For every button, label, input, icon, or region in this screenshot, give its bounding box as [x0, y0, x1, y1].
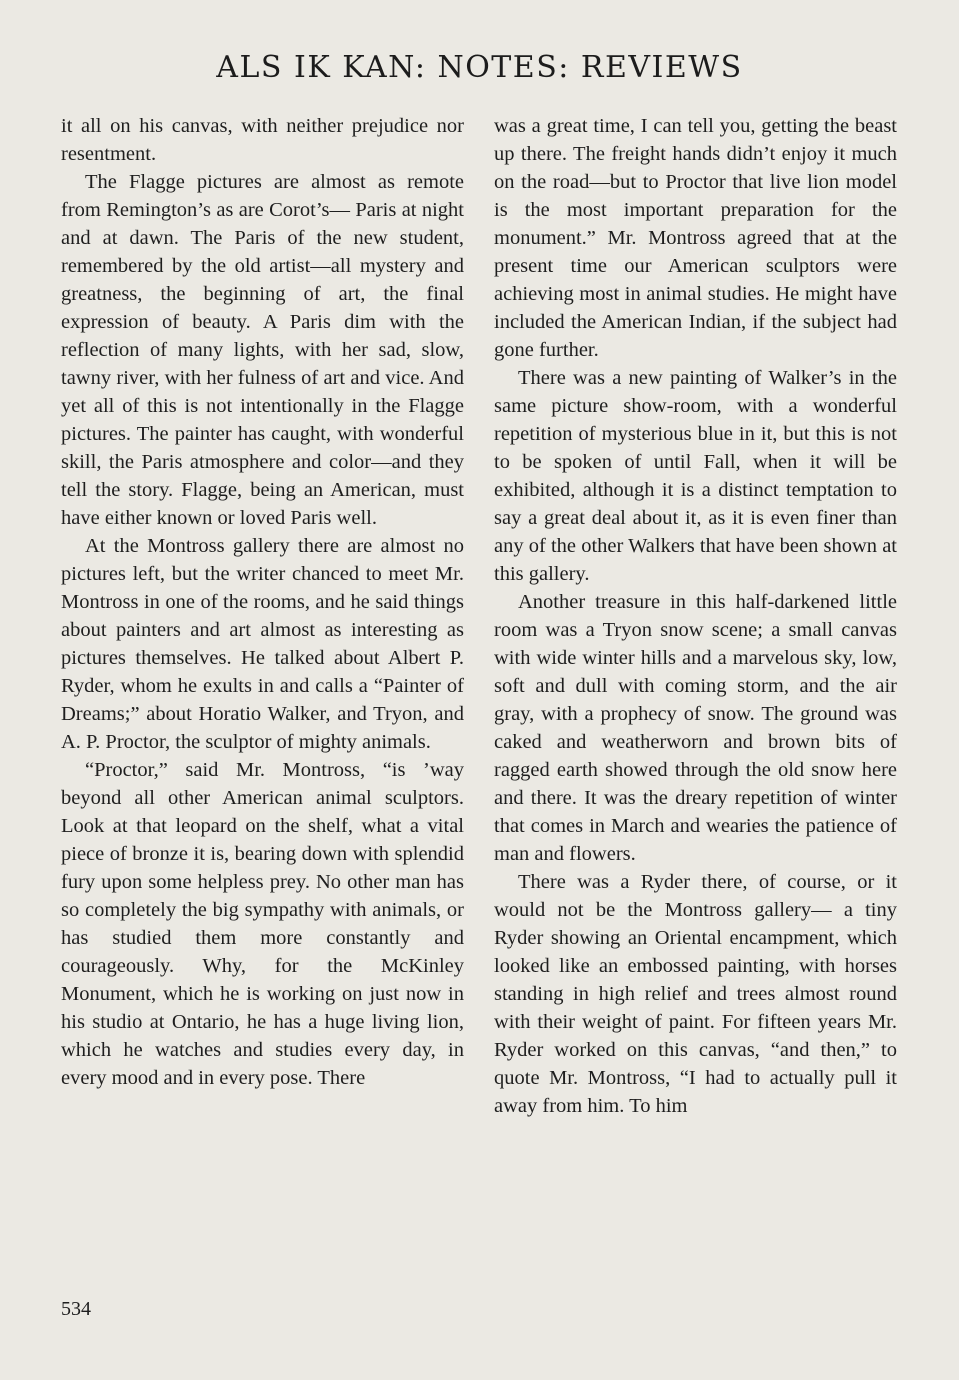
paragraph: it all on his canvas, with neither prejudice nor resentment. [61, 115, 464, 165]
paragraph: There was a new painting of Walker’s in the same picture show-room, with a wonderful repetition of mysterious blue in it, but this is not to be spoken of until Fall, when it will be exhibited, although it is a distinct temptation to say a great deal about it, as it is even finer than any of the other Walkers that have been shown at this gallery. [494, 367, 897, 585]
paragraph: Another treasure in this half-darkened little room was a Tryon snow scene; a small canvas with wide winter hills and a marvelous sky, low, soft and dull with coming storm, and the air gray, with a prophecy of snow. The ground was caked and weatherworn and brown bits of ragged earth showed through the old snow here and there. It was the dreary repetition of winter that comes in March and wearies the patience of man and flowers. [494, 591, 897, 865]
paragraph: At the Montross gallery there are almost no pictures left, but the writer chanced to meet Mr. Montross in one of the rooms, and he said things about painters and art almost as interesting as pictures themselves. He talked about Albert P. Ryder, whom he exults in and calls a “Painter of Dreams;” about Horatio Walker, and Tryon, and A. P. Proctor, the sculptor of mighty animals. [61, 535, 464, 753]
paragraph: was a great time, I can tell you, getting the beast up there. The freight hands didn’t enjoy it much on the road—but to Proctor that live lion model is the most important preparation for the monument.” Mr. Montross agreed that at the present time our American sculptors were achieving most in animal studies. He might have included the American Indian, if the subject had gone further. [494, 115, 897, 361]
right-column [494, 112, 897, 1120]
page-header: ALS IK KAN: NOTES: REVIEWS [216, 50, 743, 85]
left-column [61, 112, 464, 1092]
paragraph: “Proctor,” said Mr. Montross, “is ’way beyond all other American animal sculptors. Look at that leopard on the shelf, what a vital piece of bronze it is, bearing down with splendid fury upon some helpless prey. No other man has so completely the big sympathy with animals, or has studied them more constantly and courageously. Why, for the McKinley Monument, which he is working on just now in his studio at Ontario, he has a huge living lion, which he watches and studies every day, in every mood and in every pose. There [61, 759, 464, 1089]
paragraph: The Flagge pictures are almost as remote from Remington’s as are Corot’s— Paris at night and at dawn. The Paris of the new student, remembered by the old artist—all mystery and greatness, the beginning of art, the final expression of beauty. A Paris dim with the reflection of many lights, with her sad, slow, tawny river, with her fulness of art and vice. And yet all of this is not intentionally in the Flagge pictures. The painter has caught, with wonderful skill, the Paris atmosphere and color—and they tell the story. Flagge, being an American, must have either known or loved Paris well. [61, 171, 464, 529]
paragraph: There was a Ryder there, of course, or it would not be the Montross gallery— a tiny Ryder showing an Oriental encampment, which looked like an embossed painting, with horses standing in high relief and trees almost round with their weight of paint. For fifteen years Mr. Ryder worked on this canvas, “and then,” to quote Mr. Montross, “I had to actually pull it away from him. To him [494, 871, 897, 1117]
page-number: 534 [61, 1298, 91, 1320]
